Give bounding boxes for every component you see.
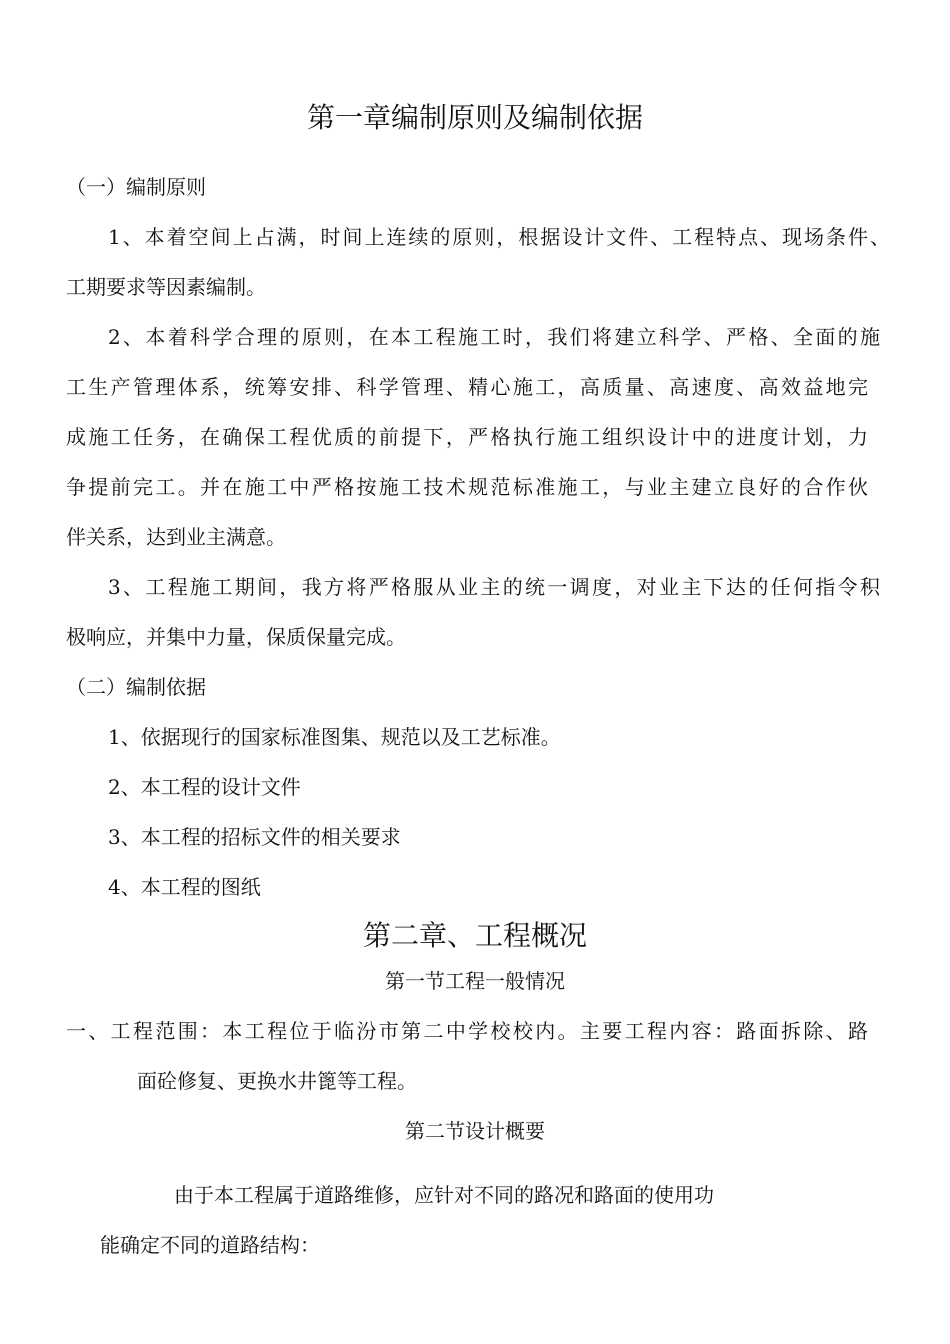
chapter-2-title: 第二章、工程概况 [362, 919, 587, 952]
principle-2-line-3: 成施工任务，在确保工程优质的前提下，严格执行施工组织设计中的进度计划，力 [66, 425, 868, 449]
section-heading-principles: （一）编制原则 [66, 175, 206, 199]
principle-1-line-2: 工期要求等因素编制。 [66, 275, 266, 299]
scope-line-2: 面砼修复、更换水井篦等工程。 [137, 1069, 417, 1093]
principle-2-line-4: 争提前完工。并在施工中严格按施工技术规范标准施工，与业主建立良好的合作伙 [66, 475, 868, 499]
design-para-line-2: 能确定不同的道路结构： [100, 1233, 320, 1257]
basis-item-4: 4、本工程的图纸 [108, 875, 261, 899]
section-general-title: 第一节工程一般情况 [385, 969, 565, 993]
basis-item-1: 1、依据现行的国家标准图集、规范以及工艺标准。 [108, 725, 561, 749]
section-heading-basis: （二）编制依据 [66, 675, 206, 699]
design-para-line-1: 由于本工程属于道路维修，应针对不同的路况和路面的使用功 [174, 1183, 714, 1207]
scope-line-1: 一、工程范围：本工程位于临汾市第二中学校校内。主要工程内容：路面拆除、路 [66, 1019, 868, 1043]
principle-2-line-5: 伴关系，达到业主满意。 [66, 525, 286, 549]
principle-2-line-2: 工生产管理体系，统筹安排、科学管理、精心施工，高质量、高速度、高效益地完 [66, 375, 868, 399]
basis-item-3: 3、本工程的招标文件的相关要求 [108, 825, 401, 849]
principle-3-line-1: 3、工程施工期间，我方将严格服从业主的统一调度，对业主下达的任何指令积 [108, 575, 880, 599]
chapter-1-title: 第一章编制原则及编制依据 [306, 101, 643, 134]
section-design-title: 第二节设计概要 [405, 1119, 545, 1143]
basis-item-2: 2、本工程的设计文件 [108, 775, 301, 799]
principle-2-line-1: 2、本着科学合理的原则，在本工程施工时，我们将建立科学、严格、全面的施 [108, 325, 880, 349]
principle-1-line-1: 1、本着空间上占满，时间上连续的原则，根据设计文件、工程特点、现场条件、 [108, 225, 890, 249]
principle-3-line-2: 极响应，并集中力量，保质保量完成。 [66, 625, 406, 649]
